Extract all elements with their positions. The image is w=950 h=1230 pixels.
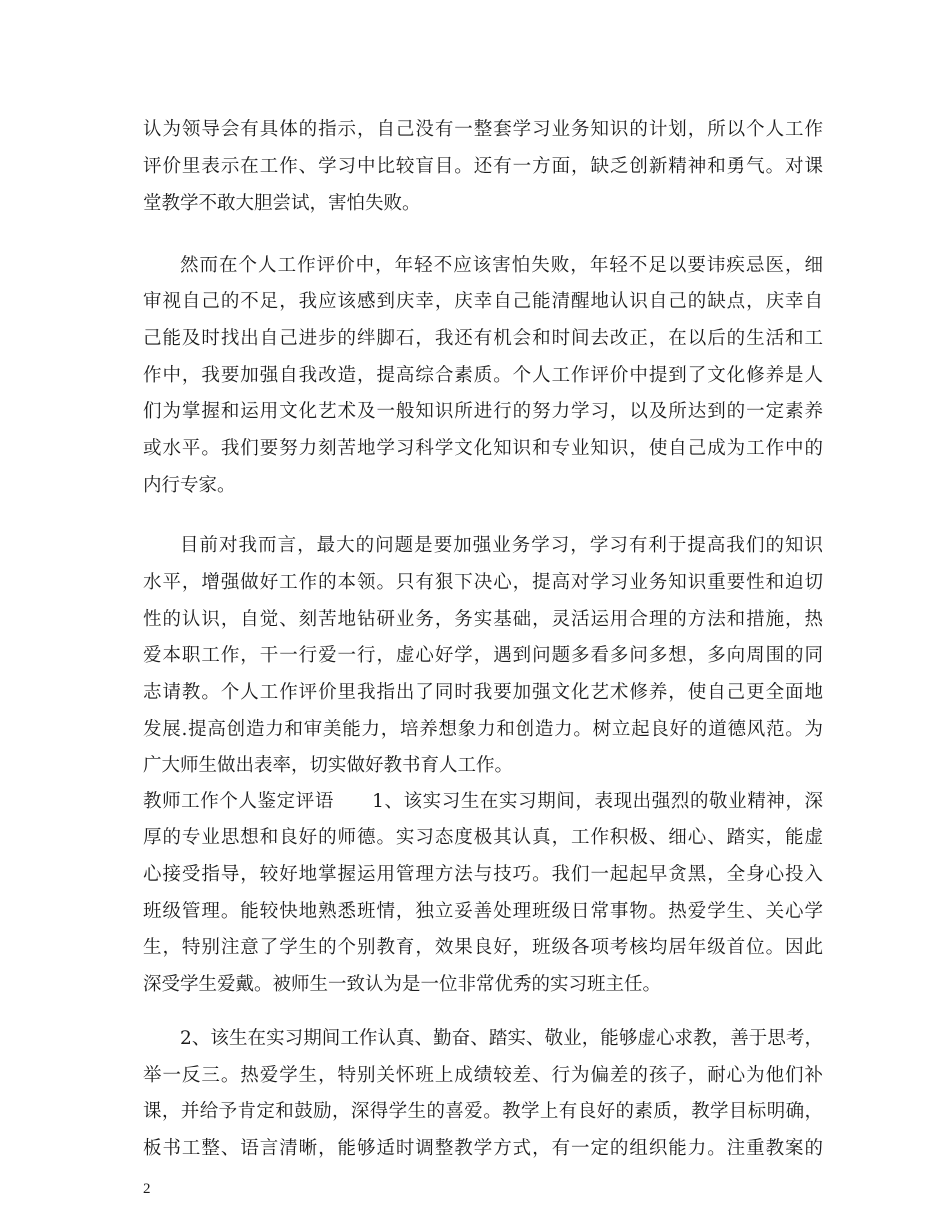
text-line: 堂教学不敢大胆尝试，害怕失败。 <box>143 193 421 214</box>
text-line: 作中，我要加强自我改造，提高综合素质。个人工作评价中提到了文化修养是人 <box>143 365 823 386</box>
text-line: 认为领导会有具体的指示，自己没有一整套学习业务知识的计划，所以个人工作 <box>143 119 823 140</box>
text-line: 深受学生爱戴。被师生一致认为是一位非常优秀的实习班主任。 <box>143 974 662 995</box>
text-line: 广大师生做出表率，切实做好教书育人工作。 <box>143 755 514 776</box>
text-line: 厚的专业思想和良好的师德。实习态度极其认真，工作积极、细心、踏实，能虚 <box>143 827 823 848</box>
text-line: 生，特别注意了学生的个别教育，效果良好，班级各项考核均居年级首位。因此 <box>143 937 823 958</box>
text-line: 性的认识，自觉、刻苦地钻研业务，务实基础，灵活运用合理的方法和措施，热 <box>143 609 823 630</box>
paragraph-first-line: 然而在个人工作评价中，年轻不应该害怕失败，年轻不足以要讳疾忌医，细 <box>180 255 823 276</box>
text-line: 发展.提高创造力和审美能力，培养想象力和创造力。树立起良好的道德风范。为 <box>143 719 823 740</box>
text-line: 己能及时找出自己进步的绊脚石，我还有机会和时间去改正，在以后的生活和工 <box>143 328 823 349</box>
text-line: 志请教。个人工作评价里我指出了同时我要加强文化艺术修养，使自己更全面地 <box>143 682 823 703</box>
paragraph-first-line: 目前对我而言，最大的问题是要加强业务学习，学习有利于提高我们的知识 <box>180 535 823 556</box>
text-line: 水平，增强做好工作的本领。只有狠下决心，提高对学习业务知识重要性和迫切 <box>143 572 823 593</box>
paragraph-first-line: 2、该生在实习期间工作认真、勤奋、踏实、敬业，能够虚心求教，善于思考， <box>180 1028 823 1049</box>
text-line: 举一反三。热爱学生，特别关怀班上成绩较差、行为偏差的孩子，耐心为他们补 <box>143 1064 823 1086</box>
text-line: 或水平。我们要努力刻苦地学习科学文化知识和专业知识，使自己成为工作中的 <box>143 438 823 459</box>
section-heading-line: 教师工作个人鉴定评语 1、该实习生在实习期间，表现出强烈的敬业精神，深 <box>143 791 823 812</box>
text-line: 内行专家。 <box>143 475 236 496</box>
text-line: 评价里表示在工作、学习中比较盲目。还有一方面，缺乏创新精神和勇气。对课 <box>143 156 823 177</box>
text-line: 们为掌握和运用文化艺术及一般知识所进行的努力学习，以及所达到的一定素养 <box>143 401 823 422</box>
text-line: 审视自己的不足，我应该感到庆幸，庆幸自己能清醒地认识自己的缺点，庆幸自 <box>143 291 823 312</box>
text-line: 爱本职工作，干一行爱一行，虚心好学，遇到问题多看多问多想，多向周围的同 <box>143 645 823 666</box>
text-line: 课，并给予肯定和鼓励，深得学生的喜爱。教学上有良好的素质，教学目标明确， <box>143 1101 823 1122</box>
text-line: 板书工整、语言清晰，能够适时调整教学方式，有一定的组织能力。注重教案的 <box>143 1137 823 1159</box>
text-line: 班级管理。能较快地熟悉班情，独立妥善处理班级日常事物。热爱学生、关心学 <box>143 901 823 922</box>
page-number: 2 <box>143 1180 151 1197</box>
text-line: 心接受指导，较好地掌握运用管理方法与技巧。我们一起起早贪黑，全身心投入 <box>143 864 823 885</box>
